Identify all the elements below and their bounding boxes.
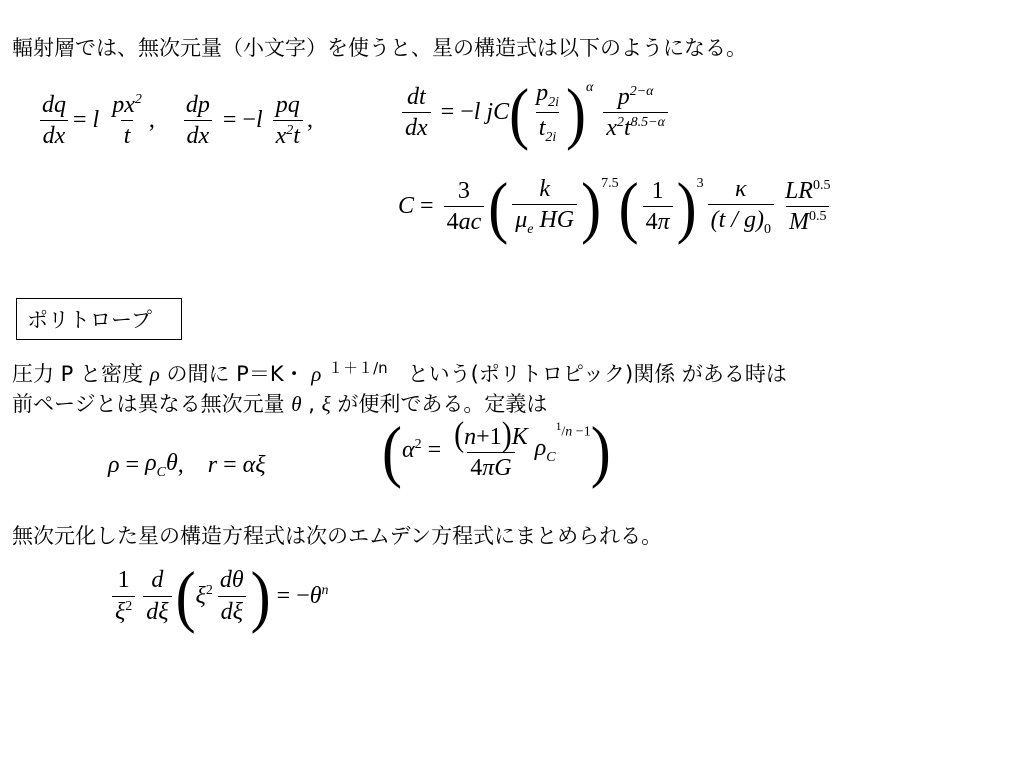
rho-symbol-2: ρ: [311, 362, 322, 386]
equation-dq-dp: $\frac{dq}{dx}$ = l $\frac{px^2}{t}$ , $\frac{dp}{dx}$ = − l $\frac{pq}{x^2t}$ ,: [35, 92, 313, 150]
emden-text: 無次元化した星の構造方程式は次のエムデン方程式にまとめられる。: [12, 524, 663, 548]
comma: ,: [308, 392, 315, 416]
equation-alpha: ( $\alpha^2$ = $\frac{(n+1)K}{4\pi G}$ $\rho_C$ $^1$/n −1 ): [382, 412, 611, 489]
intro-text: 輻射層では、無次元量（小文字）を使うと、星の構造式は以下のようになる。: [12, 36, 747, 60]
polytrope-text-c: という(ポリトロピック)関係 がある時は: [407, 362, 787, 386]
equation-C: C = $\frac{3}{4ac}$ ( $\frac{k}{\mu_e HG}$ ) 7.5 ( $\frac{1}{4\pi}$ ) 3 $\frac{\kappa}{(t / g)_0}$ $\frac{LR^{0.5}}{M^{0.5}}$: [398, 168, 831, 245]
polytrope-text-d: 前ページとは異なる無次元量: [12, 392, 285, 416]
polytrope-text-e: が便利である。定義は: [337, 392, 548, 416]
xi-symbol: ξ: [321, 392, 331, 416]
theta-symbol: θ: [291, 392, 302, 416]
polytrope-line-2: [12, 390, 547, 418]
exponent: １＋１/n: [328, 359, 388, 377]
polytrope-text-a: 圧力 P と密度: [12, 362, 144, 386]
polytrope-label: ポリトロープ: [27, 308, 152, 332]
equation-rho-r: ρ = $\rho_C\theta$ , r = αξ: [108, 450, 266, 480]
equation-emden: $\frac{1}{\xi^2}$ $\frac{d}{d\xi}$ ( $\xi^2$ $\frac{d\theta}{d\xi}$ ) = − $\theta^n$: [108, 566, 328, 626]
rho-symbol: ρ: [149, 362, 160, 386]
polytrope-text-b: の間に P＝K・: [166, 362, 305, 386]
polytrope-line-1: [12, 354, 787, 388]
polytrope-label-box: [16, 298, 182, 340]
equation-dt: $\frac{dt}{dx}$ = − l jC ( $\frac{p_{2i}}{t_{2i}}$ ) α $\frac{p^{2-\alpha}}{x^2t^{8.5-\alpha}}$: [398, 80, 672, 145]
